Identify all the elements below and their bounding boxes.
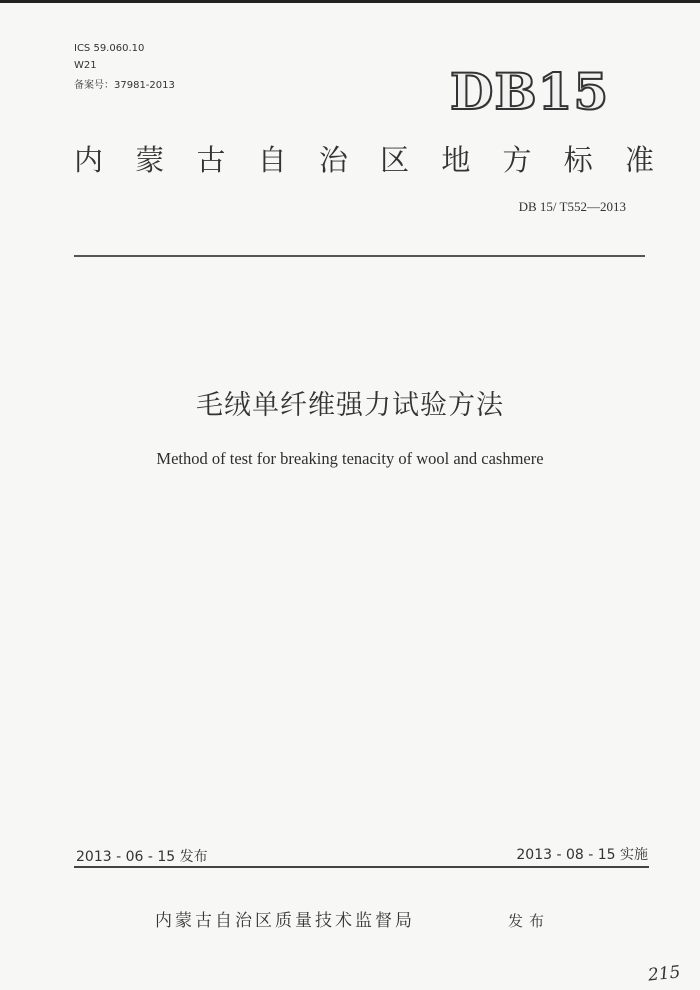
standard-title-char: 古 <box>196 143 226 177</box>
standard-title-char: 区 <box>380 143 410 177</box>
handwritten-page-number: 215 <box>647 962 682 986</box>
top-border-line <box>0 0 700 3</box>
standard-title-char: 标 <box>563 143 593 177</box>
publish-label: 发布 <box>508 912 551 930</box>
ics-code: ICS 59.060.10 <box>74 43 145 54</box>
filing-number: 备案号：37981-2013 <box>74 80 175 91</box>
standard-title-char: 方 <box>502 143 532 177</box>
publisher-name: 内蒙古自治区质量技术监督局 <box>155 911 415 931</box>
standard-title-char: 地 <box>441 143 471 177</box>
standard-title-char: 蒙 <box>135 143 165 177</box>
classification-code: W21 <box>74 60 97 71</box>
standard-title-char: 内 <box>74 143 104 177</box>
header-divider <box>74 255 645 257</box>
standard-title-char: 治 <box>318 143 348 177</box>
footer-divider <box>74 866 649 868</box>
document-title-chinese: 毛绒单纤维强力试验方法 <box>196 390 504 421</box>
db15-logo: DB15 <box>450 62 610 121</box>
standard-title-char: 准 <box>624 143 654 177</box>
standard-title-char: 自 <box>257 143 287 177</box>
document-title-english: Method of test for breaking tenacity of wool and cashmere <box>156 449 544 468</box>
implementation-date: 2013 - 08 - 15 实施 <box>516 847 648 863</box>
issue-date: 2013 - 06 - 15 发布 <box>76 849 208 865</box>
standard-code: DB 15/ T552—2013 <box>518 199 626 214</box>
standard-type-title <box>74 140 654 180</box>
